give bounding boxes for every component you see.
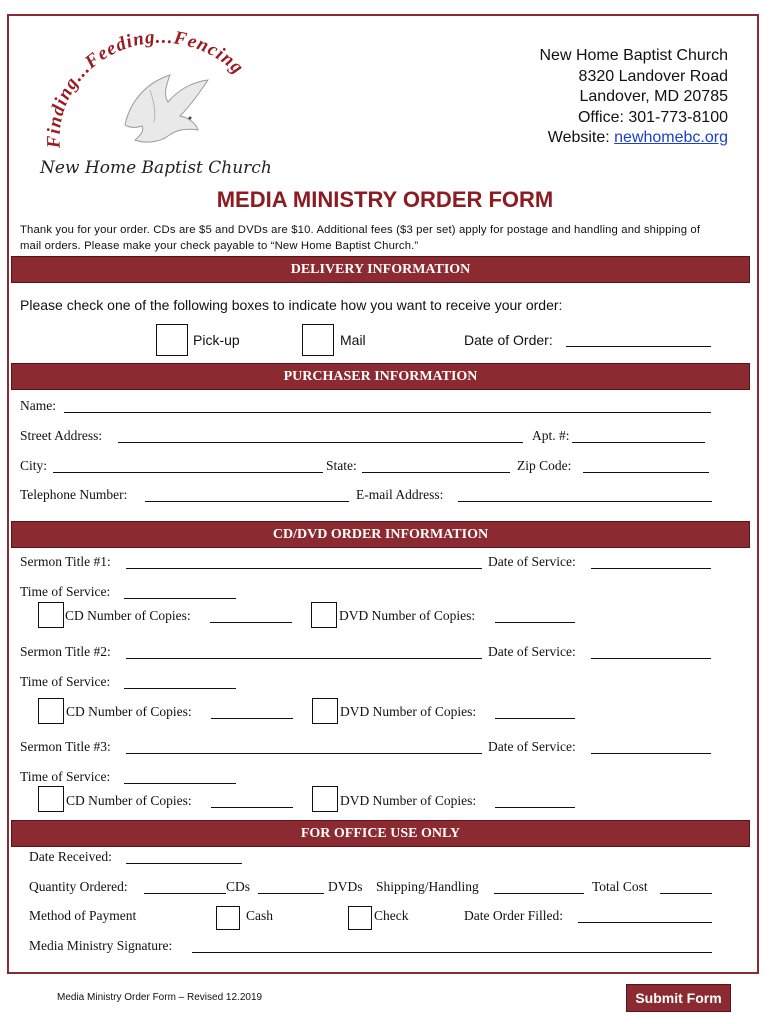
sermon-1-cd-field[interactable]: [210, 622, 292, 623]
sermon-3-cd-checkbox[interactable]: [38, 786, 64, 812]
sermon-1-field[interactable]: [126, 568, 482, 569]
sermon-3-field[interactable]: [126, 753, 482, 754]
sermon-3-cd-label: CD Number of Copies:: [66, 793, 192, 808]
sermon-1-dvd-checkbox[interactable]: [311, 602, 337, 628]
sermon-2-cd-label: CD Number of Copies:: [66, 704, 192, 719]
sermon-2-label: Sermon Title #2:: [20, 644, 111, 659]
city-field[interactable]: [53, 472, 323, 473]
website-label: Website:: [547, 129, 615, 146]
sermon-3-dvd-label: DVD Number of Copies:: [340, 793, 477, 808]
zip-field[interactable]: [583, 472, 709, 473]
cash-label: Cash: [246, 908, 273, 923]
logo-arc-text: Finding...Feeding...Fencing: [43, 30, 249, 149]
sermon-3-time-field[interactable]: [124, 783, 236, 784]
date-received-label: Date Received:: [29, 849, 112, 864]
form-title: MEDIA MINISTRY ORDER FORM: [216, 187, 554, 212]
check-checkbox[interactable]: [348, 906, 372, 930]
sermon-3-label: Sermon Title #3:: [20, 739, 111, 754]
sermon-1-cd-label: CD Number of Copies:: [65, 608, 191, 623]
sermon-2-cd-checkbox[interactable]: [38, 698, 64, 724]
sermon-3-date-field[interactable]: [591, 753, 711, 754]
date-filled-field[interactable]: [578, 922, 712, 923]
sermon-3-date-label: Date of Service:: [488, 739, 576, 754]
sermon-3-cd-field[interactable]: [211, 807, 293, 808]
sermon-2-dvd-checkbox[interactable]: [312, 698, 338, 724]
delivery-header: DELIVERY INFORMATION: [11, 256, 750, 283]
city-label: City:: [20, 458, 48, 473]
state-label: State:: [326, 458, 357, 473]
mail-label: Mail: [340, 332, 366, 348]
quantity-cds-field[interactable]: [144, 893, 226, 894]
sermon-2-date-label: Date of Service:: [488, 644, 576, 659]
sermon-2-dvd-label: DVD Number of Copies:: [340, 704, 477, 719]
sermon-3-time-label: Time of Service:: [20, 769, 111, 784]
sermon-1-date-label: Date of Service:: [488, 554, 576, 569]
quantity-dvds-field[interactable]: [258, 893, 324, 894]
sermon-1-label: Sermon Title #1:: [20, 554, 111, 569]
sermon-2-field[interactable]: [126, 658, 482, 659]
church-address: 8320 Landover Road: [578, 67, 728, 85]
email-field[interactable]: [458, 501, 712, 502]
email-label: E-mail Address:: [356, 487, 444, 502]
date-of-order-label: Date of Order:: [464, 332, 553, 348]
date-received-field[interactable]: [126, 863, 242, 864]
church-website-line: [539, 128, 728, 149]
sermon-3-dvd-field[interactable]: [495, 807, 575, 808]
delivery-instruction: Please check one of the following boxes to indicate how you want to receive your order:: [20, 297, 563, 313]
street-field[interactable]: [118, 442, 523, 443]
submit-form-button[interactable]: Submit Form: [626, 984, 731, 1012]
sermon-1-date-field[interactable]: [591, 568, 711, 569]
signature-label: Media Ministry Signature:: [29, 938, 173, 953]
name-label: Name:: [20, 398, 56, 413]
mail-checkbox[interactable]: [302, 324, 334, 356]
purchaser-header: PURCHASER INFORMATION: [11, 363, 750, 390]
shipping-field[interactable]: [494, 893, 584, 894]
cds-label: CDs: [226, 879, 251, 894]
sermon-1-dvd-field[interactable]: [495, 622, 575, 623]
shipping-label: Shipping/Handling: [376, 879, 479, 894]
total-cost-label: Total Cost: [592, 879, 648, 894]
pickup-label: Pick-up: [193, 332, 240, 348]
pickup-checkbox[interactable]: [156, 324, 188, 356]
state-field[interactable]: [362, 472, 510, 473]
signature-field[interactable]: [192, 952, 712, 953]
sermon-2-dvd-field[interactable]: [495, 718, 575, 719]
sermon-2-date-field[interactable]: [591, 658, 711, 659]
church-info: [539, 46, 728, 149]
name-field[interactable]: [64, 412, 711, 413]
zip-label: Zip Code:: [517, 458, 572, 473]
payment-label: Method of Payment: [29, 908, 137, 923]
logo-script-text: New Home Baptist Church: [40, 158, 272, 178]
church-name: New Home Baptist Church: [539, 47, 728, 64]
apt-label: Apt. #:: [532, 428, 570, 443]
cash-checkbox[interactable]: [216, 906, 240, 930]
date-filled-label: Date Order Filled:: [464, 908, 563, 923]
website-link[interactable]: newhomebc.org: [614, 129, 728, 146]
sermon-2-time-field[interactable]: [124, 688, 236, 689]
phone-label: Telephone Number:: [20, 487, 128, 502]
phone-field[interactable]: [145, 501, 349, 502]
sermon-1-dvd-label: DVD Number of Copies:: [339, 608, 476, 623]
date-of-order-field[interactable]: [566, 346, 711, 347]
church-logo: [30, 30, 280, 180]
order-header: CD/DVD ORDER INFORMATION: [11, 521, 750, 548]
office-header: FOR OFFICE USE ONLY: [11, 820, 750, 847]
intro-text: Thank you for your order. CDs are $5 and DVDs are $10. Additional fees ($3 per set) apply for postage and handling and shipping of mail orders. Please make your check payable to “New Home Baptist Church.”: [20, 224, 701, 252]
check-label: Check: [374, 908, 409, 923]
sermon-2-time-label: Time of Service:: [20, 674, 111, 689]
sermon-2-cd-field[interactable]: [211, 718, 293, 719]
church-office-phone: Office: 301-773-8100: [577, 108, 728, 126]
quantity-label: Quantity Ordered:: [29, 879, 128, 894]
church-city: Landover, MD 20785: [579, 88, 728, 105]
sermon-1-time-label: Time of Service:: [20, 584, 111, 599]
sermon-1-cd-checkbox[interactable]: [38, 602, 64, 628]
revision-text: Media Ministry Order Form – Revised 12.2019: [57, 992, 263, 1003]
dove-icon: [125, 75, 208, 142]
sermon-1-time-field[interactable]: [124, 598, 236, 599]
street-label: Street Address:: [20, 428, 103, 443]
apt-field[interactable]: [572, 442, 705, 443]
dvds-label: DVDs: [328, 879, 363, 894]
sermon-3-dvd-checkbox[interactable]: [312, 786, 338, 812]
total-cost-field[interactable]: [660, 893, 712, 894]
